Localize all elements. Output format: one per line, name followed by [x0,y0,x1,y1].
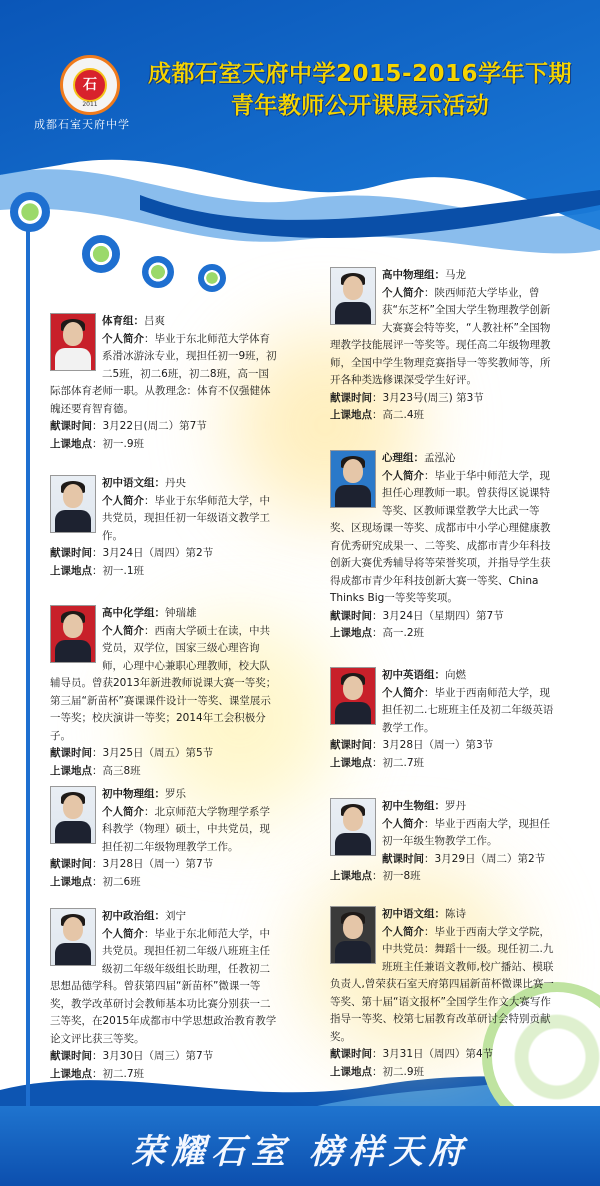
lesson-time: ：3月23号(周三) 第3节 [372,391,484,404]
logo-emblem: 石 [73,68,107,102]
teacher-photo [330,267,376,325]
intro-label: 个人简介 [102,624,144,637]
time-label: 献课时间 [50,547,92,559]
teacher-card [330,798,556,886]
place-label: 上课地点 [330,1065,372,1078]
place-label: 上课地点 [330,756,372,769]
teacher-name: 陈诗 [445,908,466,920]
teacher-group: 初中政治组： [102,910,165,922]
teacher-intro: ：毕业于东华师范大学，中共党员，现担任初一年级语文教学工作。 [102,494,270,542]
teacher-name: 向燃 [445,669,466,681]
teacher-card [50,605,278,780]
place-label: 上课地点 [50,764,92,777]
decorative-vertical-line [26,205,30,1110]
lesson-time: ：3月24日（星期四）第7节 [372,609,504,622]
lesson-place: ：高一.2班 [372,627,425,639]
time-label: 献课时间 [382,852,424,865]
lesson-time: ：3月30日（周三）第7节 [92,1050,214,1062]
teacher-card [330,267,556,425]
place-label: 上课地点 [50,564,92,577]
teacher-group: 初中生物组： [382,800,445,812]
teacher-name: 罗丹 [445,800,466,812]
intro-label: 个人简介 [102,332,144,345]
teacher-card [50,786,278,891]
lesson-place: ：初二.9班 [372,1065,425,1078]
teacher-name: 吕爽 [144,315,165,327]
lesson-place: ：初一.9班 [92,437,145,450]
teacher-name: 刘宁 [165,910,186,922]
teacher-group: 初中语文组： [102,477,165,489]
teacher-card [330,667,556,772]
teacher-photo [330,450,376,508]
lesson-time: ：3月28日（周一）第3节 [372,739,494,751]
teacher-name: 马龙 [445,269,466,281]
teacher-intro: ：陕西师范大学毕业，曾获“东芝杯”全国大学生物理教学创新大赛赛会特等奖，“人教社杯”全国物理教学技能展评一等奖等。现任高二年级物理教师，全国中学生物理竞赛指导一等奖教师等，所开各种类选修课深受学生好评。 [330,286,551,386]
teacher-intro: ：北京师范大学物理学系学科教学（物理）硕士，中共党员，现担任初二年级物理教学工作。 [102,805,270,853]
teacher-intro: ：毕业于华中师范大学，现担任心理教师一职。曾获得区说课特等奖、区教师课堂教学大比武一等奖、区现场课一等奖、成都市中小学心理健康教育优秀研究成果一、二等奖、成都市青少年科技创新大赛优秀辅导将等荣誉奖项，并指导学生获得成都市青少年科技创新大赛一等奖、China Thinks Big一等奖等奖项。 [330,469,551,604]
teacher-group: 高中化学组： [102,607,165,619]
lesson-time: ：3月28日（周一）第7节 [92,858,214,870]
lesson-time: ：3月31日（周四）第4节 [372,1048,494,1060]
teacher-card [50,313,278,453]
intro-label: 个人简介 [102,927,144,940]
time-label: 献课时间 [330,1048,372,1060]
teacher-photo [50,786,96,844]
lesson-time: ：3月24日（周四）第2节 [92,547,214,559]
teacher-name: 丹央 [165,477,186,489]
intro-label: 个人简介 [102,805,144,818]
teacher-photo [50,908,96,966]
lesson-time: ：3月29日（周二）第2节 [424,852,546,865]
intro-label: 个人简介 [382,817,424,830]
place-label: 上课地点 [50,1067,92,1080]
place-label: 上课地点 [330,627,372,639]
decorative-ring [198,264,226,292]
school-name: 成都石室天府中学 [34,118,130,131]
teacher-photo [50,605,96,663]
teacher-photo [330,798,376,856]
teacher-intro: ：毕业于西南大学，现担任初一年级生物教学工作。 [382,817,550,847]
time-label: 献课时间 [50,1050,92,1062]
time-label: 献课时间 [330,609,372,622]
teacher-name: 孟泓沁 [424,452,456,464]
lesson-time: ：3月22日(周二）第7节 [92,420,207,432]
intro-label: 个人简介 [102,494,144,507]
time-label: 献课时间 [330,739,372,751]
teacher-intro: ：毕业于西南大学文学院，中共党员：舞蹈十一级。现任初二.九班班主任兼语文教师,校广播站、模联负责人,曾荣获石室天府第四届新苗杯微课比赛一等奖、第十届“语文报杯”全国学生作文大赛写作指导一等奖、校第七届教育改革研讨会特别贡献奖。 [330,925,554,1043]
teacher-group: 心理组： [382,452,424,464]
teacher-group: 初中英语组： [382,669,445,681]
teacher-intro: ：西南大学硕士在读，中共党员，双学位，国家三级心理咨询师，心理中心兼职心理教师，校大队辅导员。曾获2013年新进教师说课大赛一等奖；第三届“新苗杯”赛课课件设计一等奖、课堂展示一等奖；校庆演讲一等奖；2014年工会积极分子。 [50,624,277,742]
teacher-group: 初中语文组： [382,908,445,920]
teacher-intro: ：毕业于东北师范大学，中共党员。现担任初二年级八班班主任级初二年级年级组长助理，任教初二思想品德学科。曾获第四届“新苗杯”微课一等奖，教学改革研讨会教师基本功比赛分别获一二三等奖，在2015年成都市中学思想政治教育教学论文评比获三等奖。 [50,927,277,1045]
lesson-place: ：初一8班 [372,870,421,882]
lesson-place: ：高二.4班 [372,409,425,421]
lesson-time: ：3月25日（周五）第5节 [92,747,214,759]
teacher-card [330,450,556,643]
teacher-name: 钟瑞雄 [165,607,197,619]
time-label: 献课时间 [50,420,92,432]
lesson-place: ：初二6班 [92,875,141,888]
place-label: 上课地点 [330,409,372,421]
time-label: 献课时间 [50,747,92,759]
lesson-place: ：高三8班 [92,764,141,777]
teacher-intro: ：毕业于东北师范大学体育系滑冰游泳专业，现担任初一9班，初二5班，初二6班，初二8班，高一国际部体育老师一职。从教理念：体育不仅强健体魄还要育智育德。 [50,332,277,415]
lesson-place: ：初一.1班 [92,564,145,577]
teacher-photo [330,667,376,725]
title-line-1: 成都石室天府中学2015-2016学年下期 [147,61,573,87]
intro-label: 个人简介 [382,469,424,482]
decorative-ring [142,256,174,288]
teacher-photo [50,313,96,371]
teacher-intro: ：毕业于西南师范大学，现担任初二.七班班主任及初二年级英语教学工作。 [382,686,554,734]
intro-label: 个人简介 [382,686,424,699]
place-label: 上课地点 [50,437,92,450]
decorative-ring [10,192,50,232]
school-logo [60,55,120,115]
teacher-card [50,475,278,580]
teacher-group: 高中物理组： [382,269,445,281]
lesson-place: ：初二.7班 [92,1067,145,1080]
time-label: 献课时间 [330,391,372,404]
teacher-group: 体育组： [102,315,144,327]
teacher-photo [330,906,376,964]
footer-slogan: 荣耀石室 榜样天府 [131,1132,469,1172]
teacher-name: 罗乐 [165,788,186,800]
logo-year: 2011 [82,101,98,108]
intro-label: 个人简介 [382,925,424,938]
teacher-group: 初中物理组： [102,788,165,800]
lesson-place: ：初二.7班 [372,756,425,769]
page-title [130,58,590,122]
place-label: 上课地点 [50,875,92,888]
teacher-card [50,908,278,1083]
teacher-card [330,906,556,1081]
time-label: 献课时间 [50,858,92,870]
title-line-2: 青年教师公开课展示活动 [230,93,490,119]
intro-label: 个人简介 [382,286,424,299]
decorative-ring [82,235,120,273]
teacher-photo [50,475,96,533]
place-label: 上课地点 [330,870,372,882]
